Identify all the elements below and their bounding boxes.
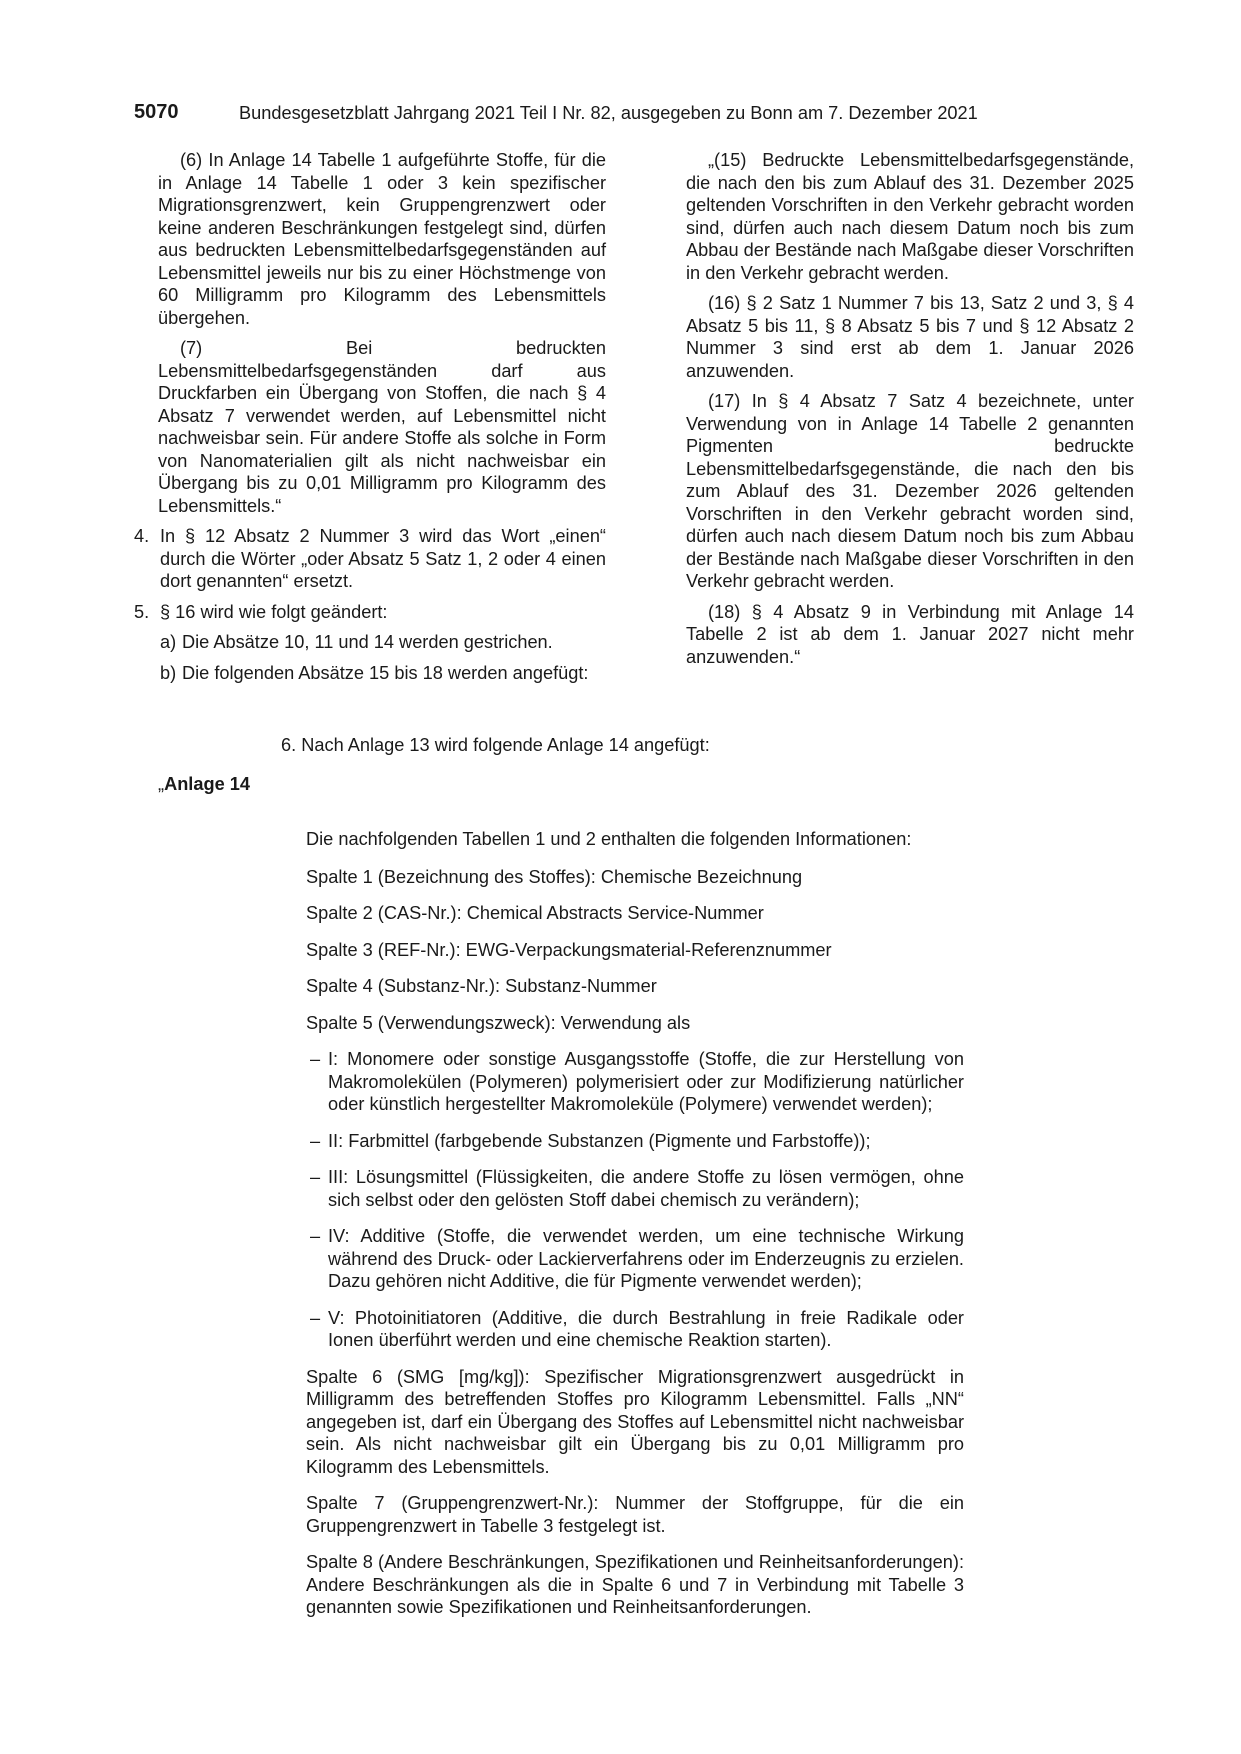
- use-item-iii: [306, 1166, 964, 1211]
- paragraph-16: (16) § 2 Satz 1 Nummer 7 bis 13, Satz 2 und 3, § 4 Absatz 5 bis 11, § 8 Absatz 5 bis 7 und § 12 Absatz 2 Nummer 3 sind erst ab dem 1. Januar 2026 anzuwenden.: [686, 293, 1134, 381]
- column-8-definition: Spalte 8 (Andere Beschränkungen, Spezifikationen und Reinheitsanforderungen): Andere Beschränkungen als die in Spalte 6 und 7 in Verbindung mit Tabelle 3 genannten sowie Spezifikationen und Reinheitsanforderungen.: [306, 1552, 964, 1617]
- column-1-definition: Spalte 1 (Bezeichnung des Stoffes): Chemische Bezeichnung: [306, 866, 803, 887]
- annex-heading: [158, 773, 250, 796]
- opening-quote: „: [158, 774, 165, 794]
- annex-title: Anlage 14: [164, 774, 250, 794]
- sub-item-text: Die folgenden Absätze 15 bis 18 werden angefügt:: [182, 662, 589, 683]
- right-column: [686, 149, 1134, 676]
- list-item-label: 5.: [134, 601, 150, 622]
- sub-item-b: [160, 662, 606, 685]
- column-3-definition: Spalte 3 (REF-Nr.): EWG-Verpackungsmaterial-Referenznummer: [306, 939, 832, 960]
- list-item-label: 4.: [134, 526, 150, 546]
- use-item-text: V: Photoinitiatoren (Additive, die durch Bestrahlung in freie Radikale oder Ionen überführt werden und eine chemische Reaktion starten).: [328, 1307, 964, 1350]
- column-2-definition: Spalte 2 (CAS-Nr.): Chemical Abstracts Service-Nummer: [306, 903, 764, 923]
- list-item-5: [134, 601, 606, 624]
- page-number: 5070: [134, 101, 179, 123]
- use-item-v: [306, 1307, 964, 1352]
- gazette-title: Bundesgesetzblatt Jahrgang 2021 Teil I Nr. 82, ausgegeben zu Bonn am 7. Dezember 2021: [239, 103, 978, 123]
- amendment-list: [134, 525, 606, 684]
- dash-bullet: –: [310, 1049, 321, 1069]
- column-7-definition: Spalte 7 (Gruppengrenzwert-Nr.): Nummer der Stoffgruppe, für die ein Gruppengrenzwert in Tabelle 3 festgelegt ist.: [306, 1493, 964, 1536]
- column-5-definition: Spalte 5 (Verwendungszweck): Verwendung als: [306, 1012, 691, 1033]
- use-item-ii: [306, 1130, 964, 1153]
- dash-bullet: –: [310, 1307, 321, 1328]
- dash-bullet: –: [310, 1226, 321, 1246]
- paragraph-6: (6) In Anlage 14 Tabelle 1 aufgeführte Stoffe, für die in Anlage 14 Tabelle 1 oder 3 kein spezifischer Migrationsgrenzwert, kein Gruppengrenzwert oder keine anderen Beschränkungen festgelegt sind, dürfen aus bedruckten Lebensmittelbedarfsgegenständen auf Lebensmittel jeweils nur bis zu einer Höchstmenge von 60 Milligramm pro Kilogramm des Lebensmittels übergehen.: [158, 150, 606, 328]
- sub-item-a: [160, 631, 606, 654]
- annex-intro: Die nachfolgenden Tabellen 1 und 2 enthalten die folgenden Informationen:: [306, 829, 912, 849]
- sub-item-label: a): [160, 632, 177, 652]
- use-item-text: II: Farbmittel (farbgebende Substanzen (Pigmente und Farbstoffe));: [328, 1130, 871, 1151]
- paragraph-7: (7) Bei bedruckten Lebensmittelbedarfsgegenständen darf aus Druckfarben ein Übergang von Stoffen, die nach § 4 Absatz 7 verwendet werden, auf Lebensmittel nicht nachweisbar sein. Für andere Stoffe als solche in Form von Nanomaterialien gilt als nicht nachweisbar ein Übergang bis zu 0,01 Milligramm pro Kilogramm des Lebensmittels.“: [158, 338, 606, 516]
- sub-item-label: b): [160, 662, 177, 683]
- paragraph-15: „(15) Bedruckte Lebensmittelbedarfsgegenstände, die nach den bis zum Ablauf des 31. Dezember 2025 geltenden Vorschriften in den Verkehr gebracht worden sind, dürfen auch nach diesem Datum noch bis zum Abbau der Bestände nach Maßgabe dieser Vorschriften in den Verkehr gebracht werden.: [686, 150, 1134, 283]
- left-column: [134, 149, 606, 692]
- list-item-text: In § 12 Absatz 2 Nummer 3 wird das Wort „einen“ durch die Wörter „oder Absatz 5 Satz 1, 2 oder 4 einen dort genannten“ ersetzt.: [160, 526, 606, 591]
- paragraph-17: (17) In § 4 Absatz 7 Satz 4 bezeichnete, unter Verwendung von in Anlage 14 Tabelle 2 genannten Pigmenten bedruckte Lebensmittelbedarfsgegenstände, die nach den bis zum Ablauf des 31. Dezember 2026 geltenden Vorschriften in den Verkehr gebracht worden sind, dürfen auch nach diesem Datum noch bis zum Abbau der Bestände nach Maßgabe dieser Vorschriften in den Verkehr gebracht werden.: [686, 391, 1134, 591]
- use-item-text: IV: Additive (Stoffe, die verwendet werden, um eine technische Wirkung während des Druck- oder Lackierverfahrens oder im Enderzeugnis zu erzielen. Dazu gehören nicht Additive, die für Pigmente verwendet werden);: [328, 1226, 964, 1291]
- item-6: 6. Nach Anlage 13 wird folgende Anlage 14 angefügt:: [281, 735, 710, 755]
- column-6-definition: Spalte 6 (SMG [mg/kg]): Spezifischer Migrationsgrenzwert ausgedrückt in Milligramm des betreffenden Stoffes pro Kilogramm Lebensmittel. Falls „NN“ angegeben ist, darf ein Übergang des Stoffes auf Lebensmittel nicht nachweisbar sein. Als nicht nachweisbar gilt ein Übergang bis zu 0,01 Milligramm pro Kilogramm des Lebensmittels.: [306, 1366, 964, 1477]
- dash-bullet: –: [310, 1130, 321, 1151]
- column-4-definition: Spalte 4 (Substanz-Nr.): Substanz-Nummer: [306, 976, 657, 996]
- paragraph-18: (18) § 4 Absatz 9 in Verbindung mit Anlage 14 Tabelle 2 ist ab dem 1. Januar 2027 nicht mehr anzuwenden.“: [686, 601, 1134, 667]
- list-item-text: § 16 wird wie folgt geändert:: [160, 601, 388, 622]
- dash-bullet: –: [310, 1167, 321, 1187]
- annex-body: [306, 828, 964, 1633]
- use-item-text: I: Monomere oder sonstige Ausgangsstoffe (Stoffe, die zur Herstellung von Makromolekülen (Polymeren) polymerisiert oder zur Modifizierung natürlicher oder künstlich hergestellter Makromoleküle (Polymere) verwendet werden);: [328, 1049, 964, 1114]
- page-header: [134, 101, 1014, 127]
- sub-item-text: Die Absätze 10, 11 und 14 werden gestrichen.: [182, 632, 553, 652]
- use-item-text: III: Lösungsmittel (Flüssigkeiten, die andere Stoffe zu lösen vermögen, ohne sich selbst oder den gelösten Stoff dabei chemisch zu verändern);: [328, 1167, 964, 1210]
- use-item-i: [306, 1048, 964, 1116]
- sub-list: [134, 631, 606, 684]
- use-item-iv: [306, 1225, 964, 1293]
- list-item-4: [134, 525, 606, 593]
